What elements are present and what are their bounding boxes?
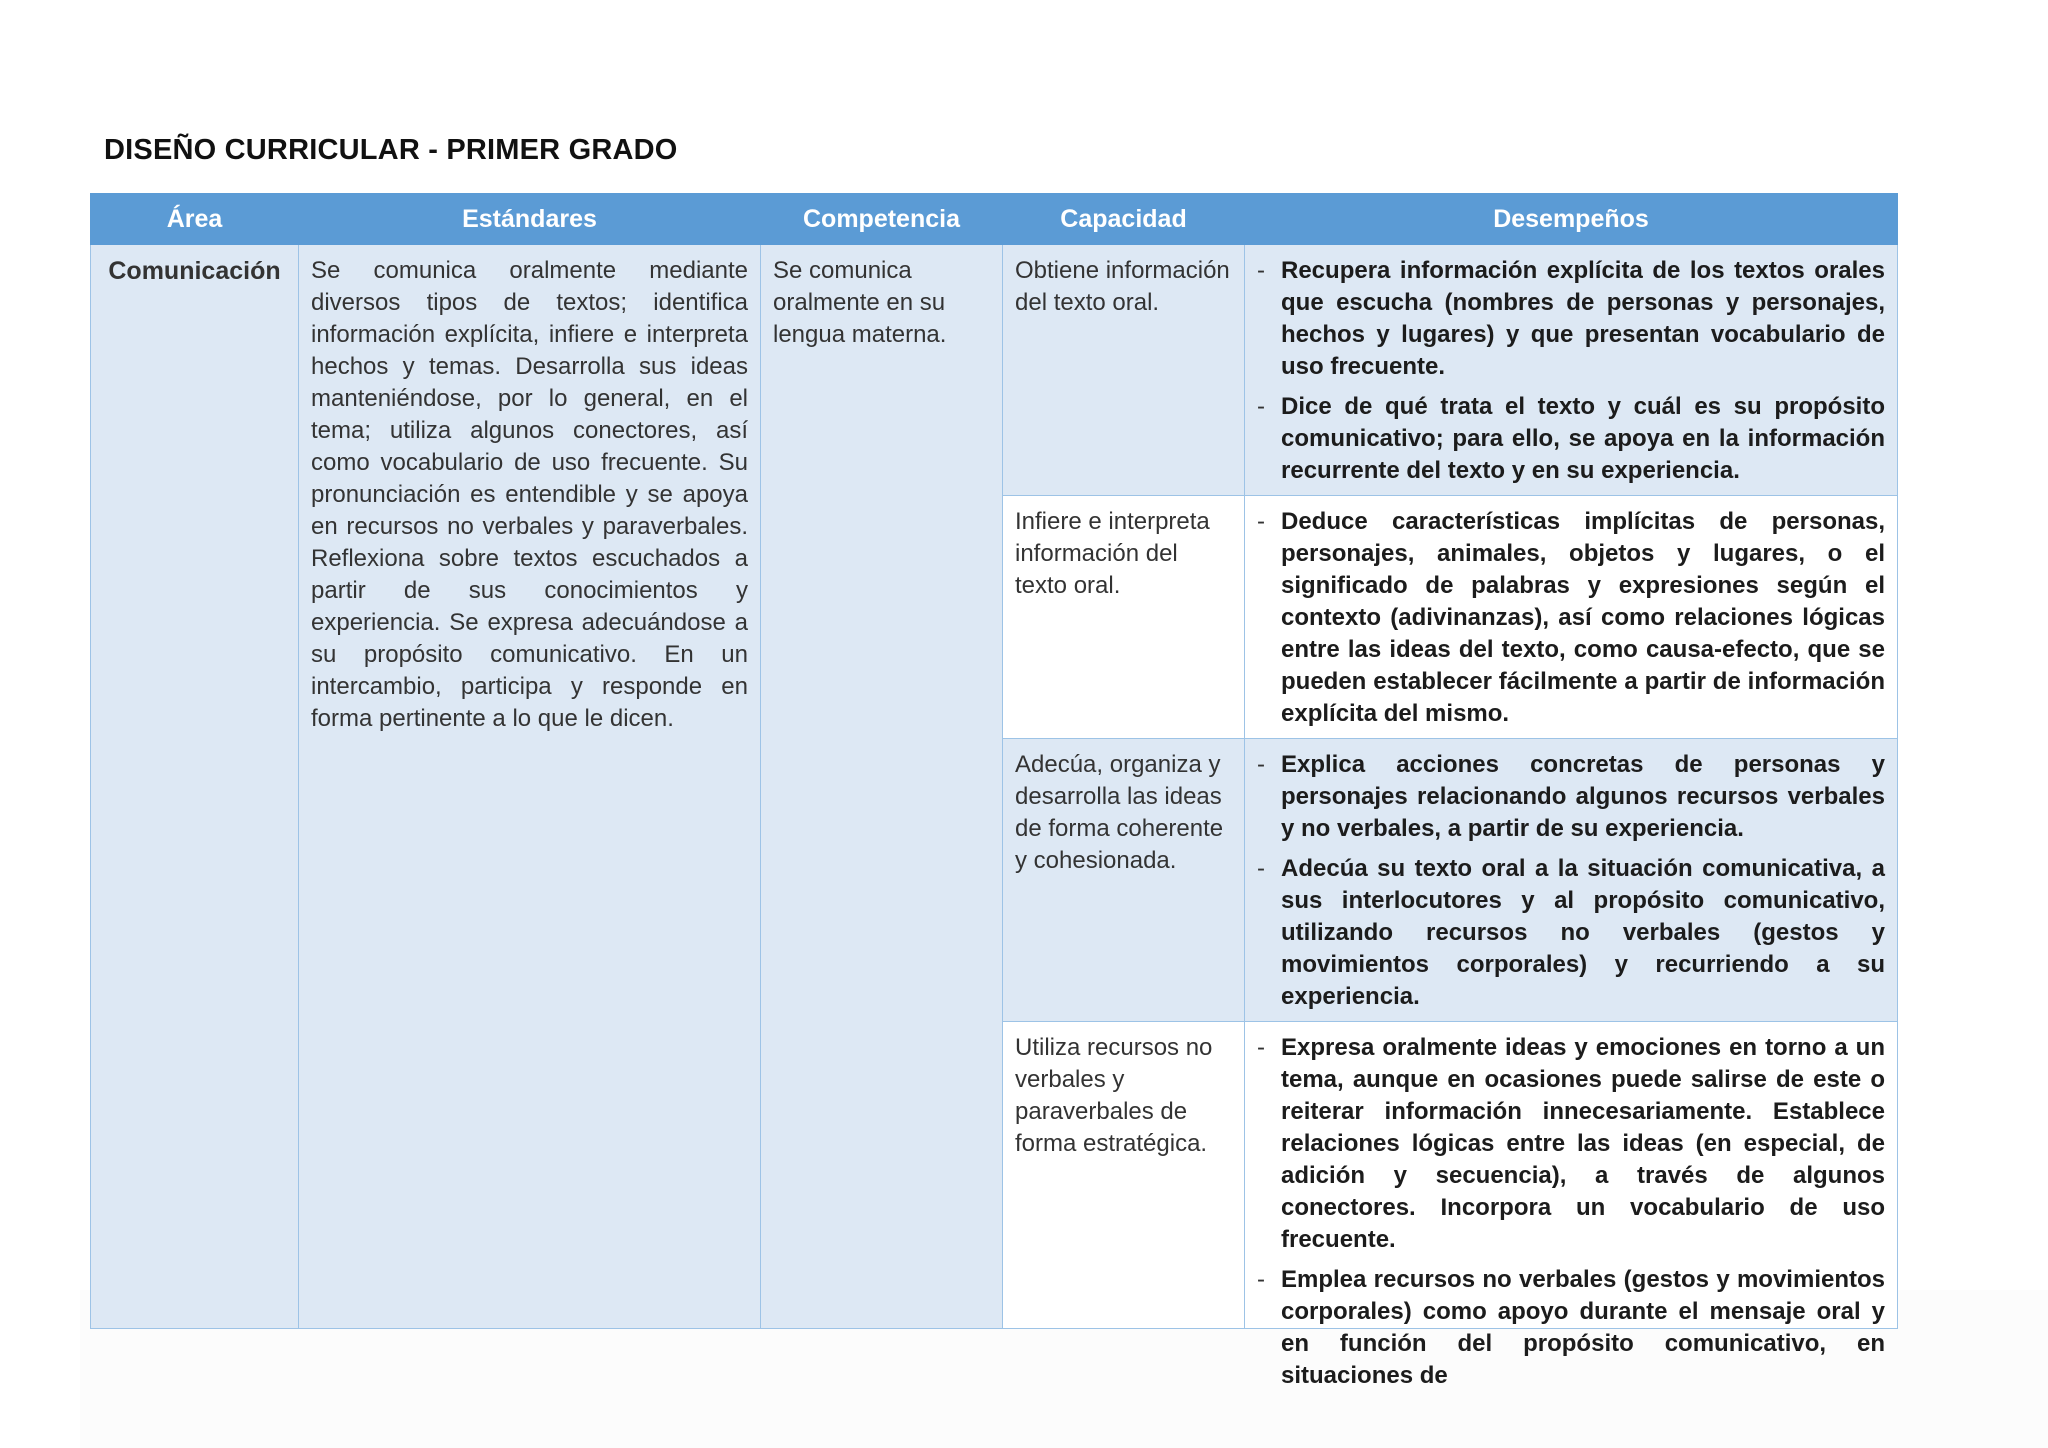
header-competence: Competencia [761,194,1003,245]
table-row [91,245,1898,496]
bullet-dash: - [1257,257,1265,284]
performance-item [1257,255,1885,383]
bullet-dash: - [1257,393,1265,420]
performance-item [1257,506,1885,730]
bullet-dash: - [1257,855,1265,882]
capacity-cell: Infiere e interpreta información del texto oral. [1003,496,1245,739]
performances-clip [1257,1032,1885,1389]
performances-cell [1245,1022,1898,1389]
performance-item [1257,853,1885,1013]
performance-item [1257,391,1885,487]
performance-text: Adecúa su texto oral a la situación comunicativa, a sus interlocutores y al propósito comunicativo, utilizando recursos no verbales (gestos y movimientos corporales) y recurriendo a su experiencia. [1281,855,1885,1010]
performance-item [1257,749,1885,845]
performance-item [1257,1032,1885,1256]
header-area: Área [91,194,299,245]
performance-text: Recupera información explícita de los textos orales que escucha (nombres de personas y personajes, hechos y lugares) y que presentan vocabulario de uso frecuente. [1281,257,1885,380]
performance-item [1257,1264,1885,1392]
page-title: DISEÑO CURRICULAR - PRIMER GRADO [104,134,678,166]
standards-cell: Se comunica oralmente mediante diversos tipos de textos; identifica información explícita, infiere e interpreta hechos y temas. Desarrolla sus ideas manteniéndose, por lo general, en el tema; utiliza algunos conectores, así como vocabulario de uso frecuente. Su pronunciación es entendible y se apoya en recursos no verbales y paraverbales. Reflexiona sobre textos escuchados a partir de sus conocimientos y experiencia. Se expresa adecuándose a su propósito comunicativo. En un intercambio, participa y responde en forma pertinente a lo que le dicen. [299,245,761,1329]
performance-text: Deduce características implícitas de personas, personajes, animales, objetos y lugares, o el significado de palabras y expresiones según el contexto (adivinanzas), así como relaciones lógicas entre las ideas del texto, como causa-efecto, que se pueden establecer fácilmente a partir de información explícita del mismo. [1281,508,1885,727]
header-capacity: Capacidad [1003,194,1245,245]
performance-text: Emplea recursos no verbales (gestos y movimientos corporales) como apoyo durante el mensaje oral y en función del propósito comunicativo, en situaciones de [1281,1266,1885,1389]
curriculum-table [90,193,1898,1389]
performance-text: Expresa oralmente ideas y emociones en torno a un tema, aunque en ocasiones puede salirse de este o reiterar información innecesariamente. Establece relaciones lógicas entre las ideas (en especial, de adición y secuencia), a través de algunos conectores. Incorpora un vocabulario de uso frecuente. [1281,1034,1885,1253]
competence-cell: Se comunica oralmente en su lengua materna. [761,245,1003,1329]
capacity-cell: Obtiene información del texto oral. [1003,245,1245,496]
performances-cell [1245,245,1898,496]
performances-cell [1245,496,1898,739]
bullet-dash: - [1257,508,1265,535]
performance-text: Dice de qué trata el texto y cuál es su propósito comunicativo; para ello, se apoya en la información recurrente del texto y en su experiencia. [1281,393,1885,484]
bullet-dash: - [1257,1034,1265,1061]
bullet-dash: - [1257,1266,1265,1293]
performances-cell [1245,739,1898,1022]
header-performances: Desempeños [1245,194,1898,245]
table-header-row [91,194,1898,245]
header-standards: Estándares [299,194,761,245]
performance-text: Explica acciones concretas de personas y personajes relacionando algunos recursos verbales y no verbales, a partir de su experiencia. [1281,751,1885,842]
capacity-cell: Adecúa, organiza y desarrolla las ideas de forma coherente y cohesionada. [1003,739,1245,1022]
bullet-dash: - [1257,751,1265,778]
capacity-cell: Utiliza recursos no verbales y paraverbales de forma estratégica. [1003,1022,1245,1329]
area-cell: Comunicación [91,245,299,1329]
